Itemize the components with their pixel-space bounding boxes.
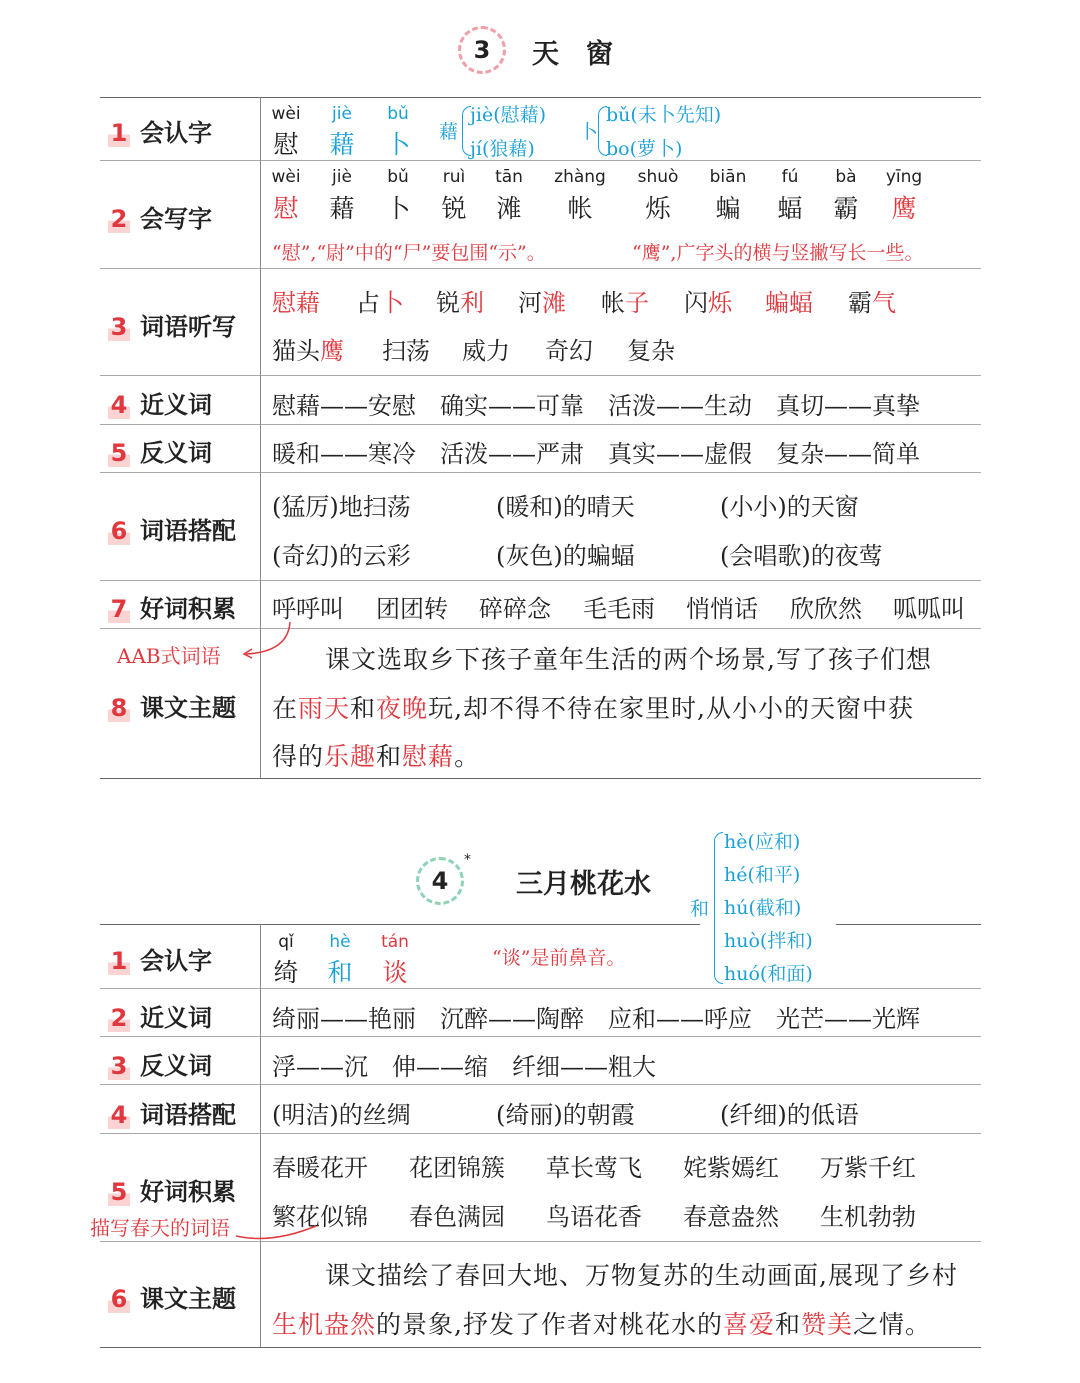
- annotation-arrow: [232, 1222, 322, 1248]
- dictation-word: 猫头鹰: [272, 337, 344, 365]
- theme-line-1: 课文选取乡下孩子童年生活的两个场景,写了孩子们想: [325, 645, 932, 674]
- good-word: 春色满园: [409, 1203, 505, 1231]
- pinyin: qǐ: [278, 932, 294, 952]
- row-divider: [100, 472, 981, 473]
- collocation-item: (纤细)的低语: [720, 1101, 859, 1129]
- character: 鹰: [891, 194, 917, 223]
- character: 锐: [441, 194, 467, 223]
- collocation-item: (奇幻)的云彩: [272, 542, 411, 570]
- lesson4-number-badge: 4: [416, 857, 464, 905]
- row-divider: [100, 988, 981, 989]
- theme-line-2: 在雨天和夜晚玩,却不得不待在家里时,从小小的天窗中获: [272, 694, 914, 723]
- spring-words-annotation: 描写春天的词语: [90, 1216, 230, 1240]
- character: 蝙: [715, 194, 741, 223]
- reading-bu-2: bo(萝卜): [606, 138, 683, 160]
- character: 藉: [329, 130, 355, 159]
- row-divider: [100, 160, 981, 161]
- lesson4-title: 三月桃花水: [516, 869, 651, 900]
- character: 慰: [273, 130, 299, 159]
- pinyin: bǔ: [387, 167, 409, 187]
- synonyms-text: 慰藉——安慰 确实——可靠 活泼——生动 真切——真挚: [272, 392, 920, 420]
- row-label-antonyms: 3 反义词: [108, 1046, 212, 1081]
- pinyin: biān: [709, 167, 747, 187]
- pinyin: wèi: [271, 104, 301, 124]
- row-divider: [100, 580, 981, 581]
- good-word: 春意盎然: [683, 1203, 779, 1231]
- polyphone-char-bu: 卜: [579, 121, 599, 143]
- row-label-synonyms: 4 近义词: [108, 385, 212, 420]
- character: 霸: [833, 194, 859, 223]
- collocation-item: (明洁)的丝绸: [272, 1101, 411, 1129]
- antonyms-text: 浮——沉 伸——缩 纤细——粗大: [272, 1053, 656, 1081]
- row-label-dictation: 3 词语听写: [108, 307, 236, 342]
- theme-line-2: 生机盎然的景象,抒发了作者对桃花水的喜爱和赞美之情。: [272, 1310, 932, 1339]
- good-word: 繁花似锦: [272, 1203, 368, 1231]
- character: 绮: [273, 958, 299, 987]
- good-word: 团团转: [376, 595, 448, 623]
- row-label-collocation: 6 词语搭配: [108, 511, 236, 546]
- collocation-item: (会唱歌)的夜莺: [720, 542, 883, 570]
- character: 帐: [567, 194, 593, 223]
- good-word: 春暖花开: [272, 1154, 368, 1182]
- dictation-word: 闪烁: [684, 289, 732, 317]
- dictation-word: 锐利: [436, 289, 484, 317]
- row-label-recognize: 1 会认字: [108, 113, 212, 148]
- pinyin: fú: [781, 167, 799, 187]
- row-label-antonyms: 5 反义词: [108, 433, 212, 468]
- dictation-word: 复杂: [627, 337, 675, 365]
- row-label-write: 2 会写字: [108, 199, 212, 234]
- pinyin: jiè: [332, 104, 352, 124]
- polyphone-char-jie: 藉: [439, 121, 459, 143]
- good-word: 草长莺飞: [546, 1154, 642, 1182]
- pinyin: hè: [329, 932, 351, 952]
- pinyin: tān: [495, 167, 523, 187]
- reading-jie-2: jí(狼藉): [470, 138, 535, 160]
- dictation-word: 蝙蝠: [765, 289, 813, 317]
- good-word: 呼呼叫: [272, 595, 344, 623]
- table-border: [100, 1347, 981, 1348]
- good-word: 毛毛雨: [583, 595, 655, 623]
- good-word: 鸟语花香: [546, 1203, 642, 1231]
- optional-lesson-star: *: [464, 852, 471, 868]
- character: 藉: [329, 194, 355, 223]
- character: 卜: [385, 194, 411, 223]
- row-divider: [100, 1084, 981, 1085]
- collocation-item: (猛厉)地扫荡: [272, 493, 411, 521]
- character: 蝠: [777, 194, 803, 223]
- writing-tip-1: “慰”,“尉”中的“尸”要包围“示”。: [272, 242, 546, 264]
- row-divider: [100, 268, 981, 269]
- table-border: [100, 924, 700, 925]
- antonyms-text: 暖和——寒冷 活泼——严肃 真实——虚假 复杂——简单: [272, 440, 920, 468]
- reading-he-4: huò(拌和): [724, 930, 813, 952]
- polyphone-char-he: 和: [690, 898, 710, 920]
- pinyin: shuò: [637, 167, 679, 187]
- character: 烁: [645, 194, 671, 223]
- collocation-item: (小小)的天窗: [720, 493, 859, 521]
- table-border: [100, 778, 981, 779]
- row-divider: [100, 424, 981, 425]
- reading-he-3: hú(截和): [724, 897, 802, 919]
- pinyin: bǔ: [387, 104, 409, 124]
- pinyin: zhàng: [554, 167, 606, 187]
- theme-line-3: 得的乐趣和慰藉。: [272, 742, 481, 771]
- character: 滩: [496, 194, 522, 223]
- good-word: 碎碎念: [479, 595, 551, 623]
- pronunciation-tip: “谈”是前鼻音。: [492, 947, 626, 969]
- collocation-item: (灰色)的蝙蝠: [496, 542, 635, 570]
- good-word: 万紫千红: [820, 1154, 916, 1182]
- row-divider: [100, 375, 981, 376]
- row-label-synonyms: 2 近义词: [108, 998, 212, 1033]
- synonyms-text: 绮丽——艳丽 沉醉——陶醉 应和——呼应 光芒——光辉: [272, 1005, 920, 1033]
- lesson3-number-badge: 3: [458, 26, 506, 74]
- good-word: 悄悄话: [686, 595, 758, 623]
- character: 谈: [382, 958, 408, 987]
- character: 卜: [385, 130, 411, 159]
- good-word: 欣欣然: [790, 595, 862, 623]
- dictation-word: 霸气: [848, 289, 896, 317]
- row-divider: [100, 1036, 981, 1037]
- reading-he-1: hè(应和): [724, 831, 801, 853]
- row-label-collocation: 4 词语搭配: [108, 1095, 236, 1130]
- annotation-arrow: [238, 618, 298, 662]
- dictation-word: 威力: [462, 337, 510, 365]
- character: 慰: [273, 194, 299, 223]
- table-border: [836, 924, 981, 925]
- table-border: [100, 97, 981, 98]
- pinyin: bà: [835, 167, 857, 187]
- pinyin: wèi: [271, 167, 301, 187]
- dictation-word: 帐子: [601, 289, 649, 317]
- good-word: 姹紫嫣红: [683, 1154, 779, 1182]
- writing-tip-2: “鹰”,广字头的横与竖撇写长一些。: [632, 242, 924, 264]
- good-word: 呱呱叫: [893, 595, 965, 623]
- character: 和: [327, 958, 353, 987]
- dictation-word: 奇幻: [545, 337, 593, 365]
- row-label-good-words: 7 好词积累: [108, 589, 236, 624]
- dictation-word: 占卜: [356, 289, 404, 317]
- aab-annotation: AAB式词语: [117, 644, 221, 668]
- row-divider: [100, 1133, 981, 1134]
- row-label-recognize: 1 会认字: [108, 941, 212, 976]
- pinyin: ruì: [442, 167, 466, 187]
- pinyin: jiè: [332, 167, 352, 187]
- pinyin: yīng: [885, 167, 923, 187]
- dictation-word: 扫荡: [382, 337, 430, 365]
- row-label-theme: 8 课文主题: [108, 688, 236, 723]
- row-label-good-words: 5 好词积累: [108, 1172, 236, 1207]
- reading-jie-1: jiè(慰藉): [470, 104, 547, 126]
- lesson3-title: 天 窗: [532, 39, 613, 70]
- reading-bu-1: bǔ(未卜先知): [606, 104, 722, 126]
- row-label-theme: 6 课文主题: [108, 1279, 236, 1314]
- good-word: 花团锦簇: [409, 1154, 505, 1182]
- reading-he-5: huó(和面): [724, 963, 813, 985]
- pinyin: tán: [381, 932, 409, 952]
- collocation-item: (暖和)的晴天: [496, 493, 635, 521]
- row-divider: [100, 628, 981, 629]
- brace: [714, 832, 723, 984]
- dictation-word: 慰藉: [272, 289, 320, 317]
- good-word: 生机勃勃: [820, 1203, 916, 1231]
- reading-he-2: hé(和平): [724, 864, 801, 886]
- collocation-item: (绮丽)的朝霞: [496, 1101, 635, 1129]
- dictation-word: 河滩: [518, 289, 566, 317]
- theme-line-1: 课文描绘了春回大地、万物复苏的生动画面,展现了乡村: [325, 1261, 958, 1290]
